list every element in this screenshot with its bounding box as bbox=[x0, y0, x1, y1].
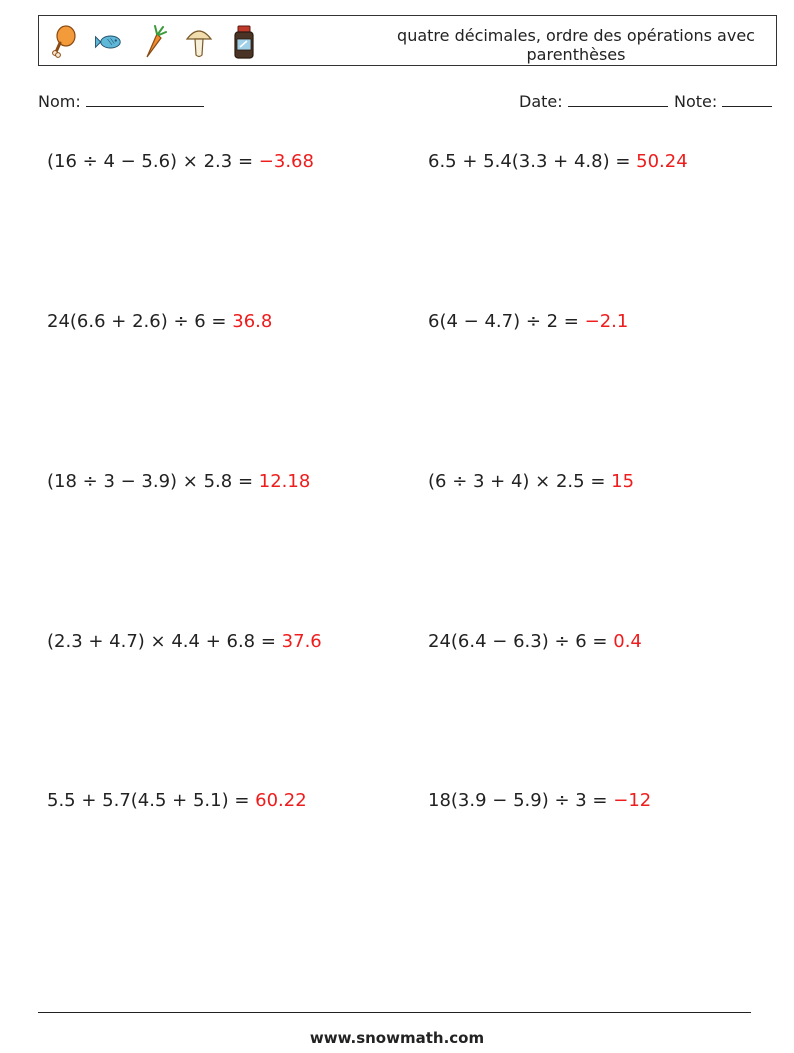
problem-answer: 0.4 bbox=[613, 631, 642, 652]
problem-expression: (2.3 + 4.7) × 4.4 + 6.8 = bbox=[47, 631, 276, 652]
problem-10 bbox=[428, 790, 651, 811]
problem-answer: −3.68 bbox=[258, 151, 314, 172]
problem-expression: 6.5 + 5.4(3.3 + 4.8) = bbox=[428, 151, 631, 172]
problem-4 bbox=[428, 311, 628, 332]
problem-answer: 50.24 bbox=[636, 151, 688, 172]
problem-answer: −12 bbox=[613, 790, 652, 811]
name-label: Nom: bbox=[38, 92, 81, 111]
problem-3 bbox=[47, 311, 272, 332]
date-blank[interactable] bbox=[568, 92, 668, 107]
name-blank[interactable] bbox=[86, 92, 204, 107]
date-field bbox=[519, 92, 668, 111]
grade-blank[interactable] bbox=[722, 92, 772, 107]
problem-expression: 24(6.4 − 6.3) ÷ 6 = bbox=[428, 631, 608, 652]
worksheet-title: quatre décimales, ordre des opérations avec parenthèses bbox=[397, 26, 755, 64]
problem-answer: 15 bbox=[611, 471, 635, 492]
date-label: Date: bbox=[519, 92, 563, 111]
problem-answer: 37.6 bbox=[281, 631, 322, 652]
problem-8 bbox=[428, 631, 642, 652]
problem-expression: (18 ÷ 3 − 3.9) × 5.8 = bbox=[47, 471, 254, 492]
carrot-icon bbox=[139, 23, 169, 61]
drumstick-icon bbox=[49, 23, 79, 61]
header-box bbox=[38, 15, 777, 66]
footer-website[interactable]: www.snowmath.com bbox=[309, 1029, 485, 1047]
footer-divider bbox=[38, 1012, 751, 1013]
problem-7 bbox=[47, 631, 322, 652]
grade-field bbox=[674, 92, 772, 111]
problem-expression: (16 ÷ 4 − 5.6) × 2.3 = bbox=[47, 151, 254, 172]
name-field bbox=[38, 92, 204, 111]
problem-2 bbox=[428, 151, 688, 172]
problem-expression: 18(3.9 − 5.9) ÷ 3 = bbox=[428, 790, 608, 811]
icon-strip bbox=[49, 23, 274, 61]
problem-expression: 24(6.6 + 2.6) ÷ 6 = bbox=[47, 311, 227, 332]
problem-expression: 6(4 − 4.7) ÷ 2 = bbox=[428, 311, 579, 332]
problem-expression: (6 ÷ 3 + 4) × 2.5 = bbox=[428, 471, 606, 492]
problem-answer: 36.8 bbox=[232, 311, 273, 332]
problem-9 bbox=[47, 790, 307, 811]
problem-1 bbox=[47, 151, 314, 172]
grade-label: Note: bbox=[674, 92, 718, 111]
problem-expression: 5.5 + 5.7(4.5 + 5.1) = bbox=[47, 790, 250, 811]
problem-answer: −2.1 bbox=[584, 311, 629, 332]
fish-icon bbox=[94, 23, 124, 61]
mushroom-icon bbox=[184, 23, 214, 61]
problem-answer: 60.22 bbox=[255, 790, 307, 811]
problem-6 bbox=[428, 471, 634, 492]
problem-5 bbox=[47, 471, 310, 492]
problem-answer: 12.18 bbox=[258, 471, 311, 492]
jar-icon bbox=[229, 23, 259, 61]
